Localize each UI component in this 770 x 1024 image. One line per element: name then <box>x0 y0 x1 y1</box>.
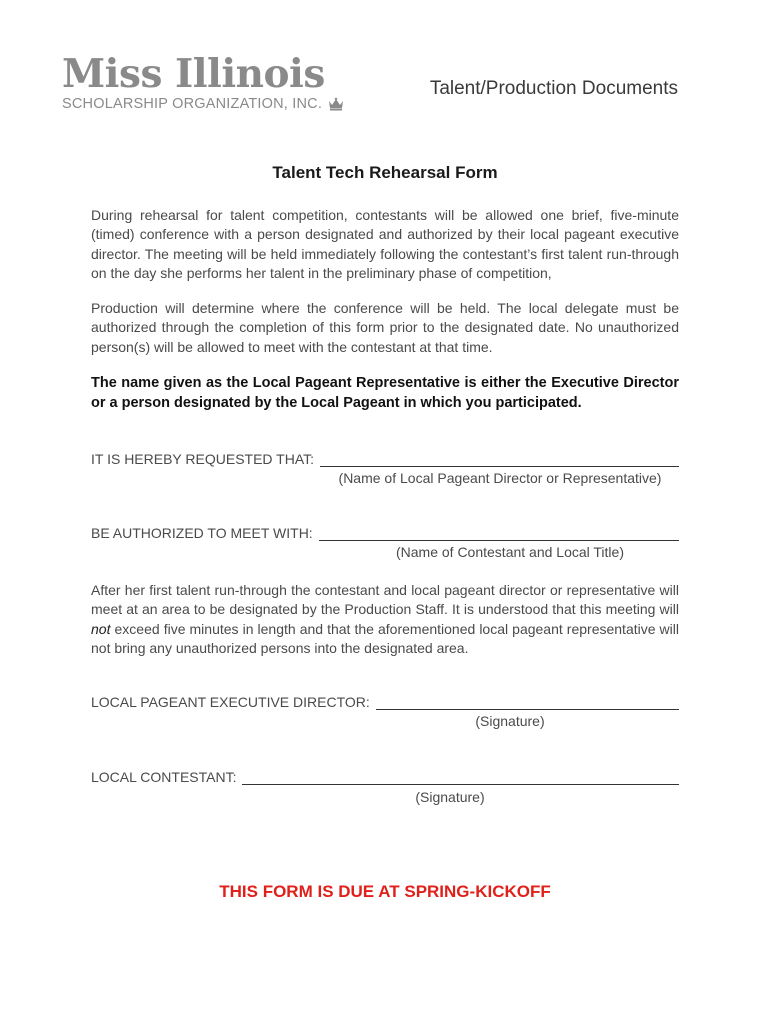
document-type-heading: Talent/Production Documents <box>429 78 678 99</box>
due-notice: THIS FORM IS DUE AT SPRING-KICKOFF <box>219 882 551 901</box>
contestant-signature-line[interactable] <box>242 770 679 785</box>
requested-label: IT IS HEREBY REQUESTED THAT: <box>91 451 315 467</box>
director-label: LOCAL PAGEANT EXECUTIVE DIRECTOR: <box>91 694 370 710</box>
rehearsal-paragraph: During rehearsal for talent competition, contestants will be allowed one brief, five-minute (timed) conference with a person designated and authorized by their local pageant executive director. The meeting will be held immediately following the contestant’s first talent run-through on the day she performs her talent in the preliminary phase of competition, <box>91 207 679 282</box>
representative-notice: The name given as the Local Pageant Representative is either the Executive Director or a person designated by the Local Pageant in which you participated. <box>91 375 679 411</box>
logo-subtitle-row <box>62 96 344 112</box>
logo-subtitle: SCHOLARSHIP ORGANIZATION, INC. <box>62 96 323 112</box>
logo-title: Miss Illinois <box>62 51 325 97</box>
meeting-text-emphasis: not <box>91 620 111 637</box>
crown-icon <box>328 97 344 111</box>
production-paragraph: Production will determine where the conference will be held. The local delegate must be authorized through the completion of this form prior to the designated date. No unauthorized person(s) will be allowed to meet with the contestant at that time. <box>91 300 679 355</box>
director-signature-field <box>91 694 679 710</box>
contestant-label: LOCAL CONTESTANT: <box>91 769 237 785</box>
contestant-signature-caption: (Signature) <box>415 789 485 805</box>
meeting-paragraph <box>91 581 679 659</box>
requested-input-line[interactable] <box>320 452 679 467</box>
director-signature-caption: (Signature) <box>475 713 545 729</box>
authorized-input-line[interactable] <box>319 526 679 541</box>
director-signature-line[interactable] <box>376 695 679 710</box>
authorized-field <box>91 525 679 541</box>
organization-logo <box>62 52 344 112</box>
requested-field <box>91 451 679 467</box>
authorized-caption: (Name of Contestant and Local Title) <box>395 544 624 560</box>
form-title: Talent Tech Rehearsal Form <box>272 163 498 182</box>
meeting-text-before: After her first talent run-through the contestant and local pageant director or representative will meet at an area to be designated by the Production Staff. It is understood that this meeting will <box>91 582 679 618</box>
contestant-signature-field <box>91 769 679 785</box>
authorized-label: BE AUTHORIZED TO MEET WITH: <box>91 525 313 541</box>
meeting-text-after: exceed five minutes in length and that the aforementioned local pageant representative will not bring any unauthorized persons into the designated area. <box>91 620 679 657</box>
requested-caption: (Name of Local Pageant Director or Representative) <box>338 470 662 486</box>
